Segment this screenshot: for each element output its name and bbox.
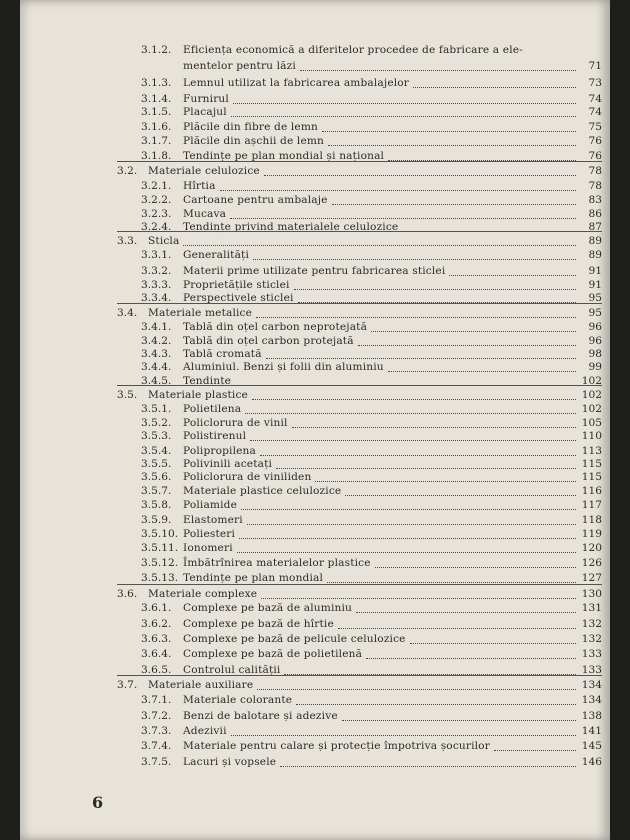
entry-number: 3.3. — [117, 235, 138, 247]
dot-leader — [247, 515, 576, 525]
dot-leader — [256, 308, 576, 318]
entry-number: 3.6.3. — [141, 633, 172, 645]
section-divider — [117, 584, 602, 585]
toc-section-entry[interactable] — [117, 306, 602, 320]
entry-title: Furnirul — [183, 93, 229, 105]
entry-number: 3.5.12. — [141, 557, 179, 569]
entry-page-number: 95 — [588, 307, 602, 319]
entry-number: 3.2.2. — [141, 194, 172, 206]
entry-title: Policlorura de viniliden — [183, 471, 312, 483]
entry-number: 3.4.3. — [141, 348, 172, 360]
toc-subsection-entry[interactable] — [141, 739, 602, 753]
toc-subsection-entry[interactable] — [141, 416, 602, 430]
entry-page-number: 113 — [581, 445, 602, 457]
dot-leader — [296, 695, 576, 705]
dot-leader — [298, 293, 576, 303]
entry-page-number: 83 — [588, 194, 602, 206]
dot-leader — [250, 431, 576, 441]
entry-number: 3.3.3. — [141, 279, 172, 291]
entry-title: Materii prime utilizate pentru fabricarea sticlei — [183, 265, 446, 277]
entry-title: Polietilena — [183, 403, 242, 415]
entry-page-number: 89 — [588, 235, 602, 247]
dot-leader — [237, 543, 576, 553]
dot-leader — [449, 266, 576, 276]
entry-number: 3.5.4. — [141, 445, 172, 457]
entry-page-number: 145 — [581, 740, 602, 752]
entry-number: 3.7.2. — [141, 710, 172, 722]
entry-page-number: 76 — [588, 150, 602, 162]
entry-title: Materiale pentru calare și protecție împotriva șocurilor — [183, 740, 490, 752]
entry-number: 3.7.1. — [141, 694, 172, 706]
book-page — [20, 0, 610, 840]
dot-leader — [261, 589, 576, 599]
toc-subsection-entry[interactable] — [141, 320, 602, 334]
toc-subsection-entry[interactable] — [141, 334, 602, 348]
entry-page-number: 119 — [581, 528, 602, 540]
entry-title: Adezivii — [183, 725, 227, 737]
entry-title: Poliesteri — [183, 528, 236, 540]
toc-section-entry[interactable] — [117, 388, 602, 402]
entry-title: Tendințe pe plan mondial — [183, 572, 324, 584]
dot-leader — [220, 181, 576, 191]
dot-leader — [294, 280, 576, 290]
entry-page-number: 110 — [581, 430, 602, 442]
entry-number: 3.5.3. — [141, 430, 172, 442]
entry-number: 3.4.5. — [141, 375, 172, 387]
toc-section-entry[interactable] — [117, 234, 602, 248]
entry-title: Plăcile din fibre de lemn — [183, 121, 319, 133]
entry-title: Proprietățile sticlei — [183, 279, 290, 291]
entry-page-number: 120 — [581, 542, 602, 554]
entry-title: Controlul calității — [183, 664, 281, 676]
dot-leader — [413, 78, 576, 88]
entry-number: 3.6.1. — [141, 602, 172, 614]
entry-number: 3.5.6. — [141, 471, 172, 483]
entry-title: Materiale plastice celulozice — [183, 485, 342, 497]
toc-subsection-entry[interactable] — [141, 556, 602, 570]
dot-leader — [257, 680, 576, 690]
entry-page-number: 117 — [581, 499, 602, 511]
dot-leader — [315, 472, 576, 482]
dot-leader — [371, 322, 576, 332]
entry-title: Lemnul utilizat la fabricarea ambalajelor — [183, 77, 410, 89]
entry-title: mentelor pentru lăzi — [183, 60, 296, 72]
entry-title: Complexe pe bază de hîrtie — [183, 618, 334, 630]
entry-title: Tablă din oțel carbon neprotejată — [183, 321, 368, 333]
entry-title: Polistirenul — [183, 430, 247, 442]
entry-number: 3.2.1. — [141, 180, 172, 192]
dot-leader — [239, 529, 576, 539]
toc-subsection-entry[interactable] — [141, 617, 602, 631]
toc-subsection-entry[interactable] — [141, 571, 602, 585]
entry-page-number: 74 — [588, 106, 602, 118]
dot-leader — [328, 136, 576, 146]
dot-leader — [366, 649, 576, 659]
toc-subsection-entry[interactable] — [141, 647, 602, 661]
toc-subsection-entry[interactable] — [141, 207, 602, 221]
entry-page-number: 99 — [588, 361, 602, 373]
entry-page-number: 134 — [581, 679, 602, 691]
dot-leader — [345, 486, 576, 496]
entry-page-number: 78 — [588, 180, 602, 192]
toc-subsection-entry[interactable] — [141, 541, 602, 555]
entry-title: Polivinili acetați — [183, 458, 273, 470]
toc-subsection-entry[interactable] — [141, 402, 602, 416]
entry-page-number: 115 — [581, 471, 602, 483]
dot-leader — [230, 209, 576, 219]
section-divider — [117, 675, 602, 676]
toc-subsection-entry[interactable] — [141, 248, 602, 262]
entry-number: 3.5.9. — [141, 514, 172, 526]
entry-number: 3.1.7. — [141, 135, 172, 147]
entry-number: 3.2.3. — [141, 208, 172, 220]
entry-title: Materiale plastice — [148, 389, 248, 401]
entry-title: Tendințe — [183, 375, 232, 387]
entry-number: 3.4.2. — [141, 335, 172, 347]
entry-page-number: 134 — [581, 694, 602, 706]
entry-page-number: 89 — [588, 249, 602, 261]
toc-subsection-entry[interactable] — [141, 632, 602, 646]
entry-title: Aluminiul. Benzi și folii din aluminiu — [183, 361, 384, 373]
entry-page-number: 78 — [588, 165, 602, 177]
dot-leader — [253, 250, 576, 260]
toc-subsection-entry[interactable] — [141, 484, 602, 498]
entry-page-number: 91 — [588, 265, 602, 277]
entry-number: 3.7.4. — [141, 740, 172, 752]
dot-leader — [233, 94, 576, 104]
dot-leader — [375, 558, 576, 568]
toc-subsection-entry[interactable] — [141, 360, 602, 374]
entry-title: Sticla — [148, 235, 180, 247]
entry-page-number: 138 — [581, 710, 602, 722]
entry-number: 3.2.4. — [141, 221, 172, 233]
toc-subsection-entry[interactable] — [141, 724, 602, 738]
dot-leader — [292, 418, 576, 428]
dot-leader — [494, 741, 576, 751]
entry-page-number: 118 — [581, 514, 602, 526]
entry-number: 3.1.4. — [141, 93, 172, 105]
toc-subsection-entry[interactable] — [141, 457, 602, 471]
entry-page-number: 130 — [581, 588, 602, 600]
entry-page-number: 71 — [588, 60, 602, 72]
entry-page-number: 126 — [581, 557, 602, 569]
entry-page-number: 86 — [588, 208, 602, 220]
entry-page-number: 102 — [581, 375, 602, 387]
entry-page-number: 132 — [581, 633, 602, 645]
toc-subsection-entry[interactable] — [141, 347, 602, 361]
entry-page-number: 146 — [581, 756, 602, 768]
entry-page-number: 127 — [581, 572, 602, 584]
entry-title: Ionomeri — [183, 542, 233, 554]
toc-subsection-entry[interactable] — [141, 755, 602, 769]
entry-title: Elastomeri — [183, 514, 243, 526]
entry-title: Tablă cromată — [183, 348, 262, 360]
entry-title: Complexe pe bază de polietilenă — [183, 648, 363, 660]
toc-subsection-entry[interactable] — [141, 179, 602, 193]
dot-leader — [252, 390, 576, 400]
dot-leader — [358, 336, 576, 346]
entry-page-number: 95 — [588, 292, 602, 304]
entry-page-number: 87 — [588, 221, 602, 233]
entry-page-number: 102 — [581, 389, 602, 401]
dot-leader — [231, 726, 576, 736]
toc-subsection-entry[interactable] — [141, 444, 602, 458]
page-number: 6 — [92, 793, 104, 812]
entry-title: Policlorura de vinil — [183, 417, 288, 429]
entry-number: 3.3.2. — [141, 265, 172, 277]
dot-leader — [332, 195, 576, 205]
entry-number: 3.5. — [117, 389, 138, 401]
entry-title: Materiale colorante — [183, 694, 293, 706]
entry-number: 3.7.5. — [141, 756, 172, 768]
toc-subsection-entry[interactable] — [141, 134, 602, 148]
entry-title: Complexe pe bază de pelicule celulozice — [183, 633, 406, 645]
entry-page-number: 91 — [588, 279, 602, 291]
entry-title: Tendințe privind materialele celulozice — [183, 221, 399, 233]
entry-number: 3.5.7. — [141, 485, 172, 497]
entry-page-number: 115 — [581, 458, 602, 470]
entry-title: Cartoane pentru ambalaje — [183, 194, 328, 206]
dot-leader — [276, 459, 576, 469]
toc-subsection-entry[interactable] — [141, 105, 602, 119]
entry-number: 3.3.4. — [141, 292, 172, 304]
toc-subsection-entry[interactable] — [141, 59, 602, 73]
entry-title: Polipropilena — [183, 445, 256, 457]
entry-title: Eficiența economică a diferitelor procedee de fabricare a ele- — [183, 44, 523, 56]
dot-leader — [338, 619, 576, 629]
section-divider — [117, 385, 602, 386]
toc-subsection-entry[interactable] — [141, 264, 602, 278]
entry-title: Perspectivele sticlei — [183, 292, 294, 304]
entry-number: 3.4.4. — [141, 361, 172, 373]
entry-number: 3.4.1. — [141, 321, 172, 333]
toc-subsection-entry[interactable] — [141, 278, 602, 292]
entry-number: 3.1.8. — [141, 150, 172, 162]
section-divider — [117, 303, 602, 304]
toc-subsection-entry[interactable] — [141, 693, 602, 707]
entry-title: Mucava — [183, 208, 227, 220]
dot-leader — [284, 665, 576, 675]
entry-title: Benzi de balotare și adezive — [183, 710, 338, 722]
toc-subsection-entry[interactable] — [141, 429, 602, 443]
entry-number: 3.6.5. — [141, 664, 172, 676]
entry-number: 3.1.3. — [141, 77, 172, 89]
toc-subsection-entry[interactable] — [141, 76, 602, 90]
entry-number: 3.5.13. — [141, 572, 179, 584]
entry-number: 3.7.3. — [141, 725, 172, 737]
entry-title: Complexe pe bază de aluminiu — [183, 602, 352, 614]
dot-leader — [410, 634, 576, 644]
entry-number: 3.6.2. — [141, 618, 172, 630]
entry-number: 3.5.8. — [141, 499, 172, 511]
toc-subsection-entry[interactable] — [141, 120, 602, 134]
entry-page-number: 105 — [581, 417, 602, 429]
dot-leader — [388, 151, 576, 161]
entry-title: Tendințe pe plan mondial și național — [183, 150, 385, 162]
dot-leader — [266, 349, 576, 359]
entry-page-number: 132 — [581, 618, 602, 630]
entry-title: Hîrtia — [183, 180, 216, 192]
section-divider — [117, 161, 602, 162]
dot-leader — [264, 166, 576, 176]
entry-number: 3.5.2. — [141, 417, 172, 429]
entry-page-number: 98 — [588, 348, 602, 360]
dot-leader — [260, 446, 576, 456]
dot-leader — [342, 711, 576, 721]
toc-subsection-entry[interactable] — [141, 709, 602, 723]
entry-page-number: 75 — [588, 121, 602, 133]
entry-number: 3.1.5. — [141, 106, 172, 118]
toc-subsection-entry[interactable] — [141, 601, 602, 615]
dot-leader — [322, 122, 576, 132]
toc-section-entry[interactable] — [117, 587, 602, 601]
entry-page-number: 74 — [588, 93, 602, 105]
entry-number: 3.6. — [117, 588, 138, 600]
section-divider — [117, 231, 602, 232]
entry-title: Plăcile din așchii de lemn — [183, 135, 325, 147]
entry-page-number: 133 — [581, 648, 602, 660]
toc-subsection-entry[interactable] — [141, 92, 602, 106]
entry-page-number: 96 — [588, 335, 602, 347]
entry-page-number: 133 — [581, 664, 602, 676]
entry-number: 3.1.6. — [141, 121, 172, 133]
entry-number: 3.7. — [117, 679, 138, 691]
entry-title: Placajul — [183, 106, 227, 118]
entry-title: Materiale celulozice — [148, 165, 260, 177]
toc-subsection-entry[interactable] — [141, 43, 602, 57]
table-of-contents — [20, 0, 610, 800]
entry-number: 3.2. — [117, 165, 138, 177]
entry-page-number: 131 — [581, 602, 602, 614]
entry-page-number: 141 — [581, 725, 602, 737]
dot-leader — [280, 757, 576, 767]
dot-leader — [183, 236, 576, 246]
entry-title: Generalități — [183, 249, 249, 261]
dot-leader — [327, 573, 576, 583]
toc-subsection-entry[interactable] — [141, 498, 602, 512]
entry-title: Materiale complexe — [148, 588, 258, 600]
dot-leader — [356, 603, 576, 613]
entry-page-number: 116 — [581, 485, 602, 497]
toc-subsection-entry[interactable] — [141, 193, 602, 207]
entry-page-number: 76 — [588, 135, 602, 147]
entry-page-number: 102 — [581, 403, 602, 415]
entry-title: Lacuri și vopsele — [183, 756, 277, 768]
entry-page-number: 96 — [588, 321, 602, 333]
entry-number: 3.4. — [117, 307, 138, 319]
toc-subsection-entry[interactable] — [141, 513, 602, 527]
entry-title: Tablă din oțel carbon protejată — [183, 335, 354, 347]
entry-number: 3.5.1. — [141, 403, 172, 415]
entry-title: Îmbătrînirea materialelor plastice — [183, 557, 371, 569]
dot-leader — [231, 107, 576, 117]
dot-leader — [241, 500, 576, 510]
entry-number: 3.5.5. — [141, 458, 172, 470]
dot-leader — [300, 61, 576, 71]
entry-title: Materiale auxiliare — [148, 679, 254, 691]
dot-leader — [388, 362, 576, 372]
toc-section-entry[interactable] — [117, 678, 602, 692]
toc-subsection-entry[interactable] — [141, 470, 602, 484]
entry-number: 3.5.11. — [141, 542, 179, 554]
entry-page-number: 73 — [588, 77, 602, 89]
entry-number: 3.5.10. — [141, 528, 179, 540]
entry-number: 3.6.4. — [141, 648, 172, 660]
toc-section-entry[interactable] — [117, 164, 602, 178]
entry-title: Poliamide — [183, 499, 238, 511]
dot-leader — [245, 404, 576, 414]
entry-number: 3.1.2. — [141, 44, 172, 56]
entry-number: 3.3.1. — [141, 249, 172, 261]
entry-title: Materiale metalice — [148, 307, 253, 319]
toc-subsection-entry[interactable] — [141, 527, 602, 541]
